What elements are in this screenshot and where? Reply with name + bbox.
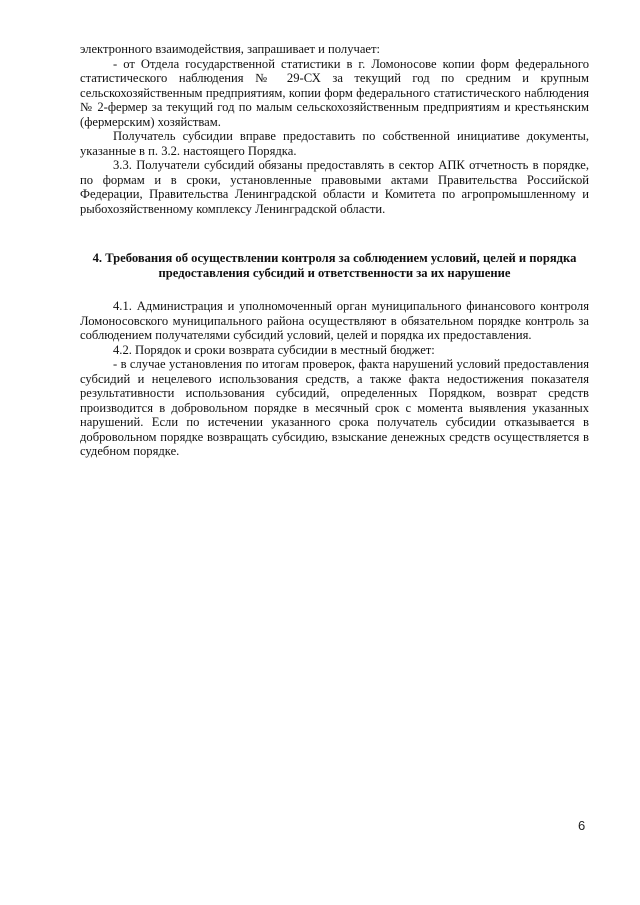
paragraph-4-1: 4.1. Администрация и уполномоченный орган муниципального финансового контроля Ломоносовского муниципального района осуществляют в обязательном порядке контроль за соблюдением получателями субсидий условий, целей и порядка их предоставления. <box>80 299 589 342</box>
section-heading-4: 4. Требования об осуществлении контроля за соблюдением условий, целей и порядка предоставления субсидий и ответственности за их нарушение <box>92 251 577 280</box>
paragraph-4-2: 4.2. Порядок и сроки возврата субсидии в местный бюджет: <box>113 342 435 357</box>
paragraph-3-3: 3.3. Получатели субсидий обязаны предоставлять в сектор АПК отчетность в порядке, по формам и в сроки, установленные правовыми актами Правительства Российской Федерации, Правительства Ленинградской области и Комитета по агропромышленному и рыбохозяйственному комплексу Ленинградской области. <box>80 158 589 216</box>
paragraph-statistics-request: - от Отдела государственной статистики в г. Ломоносове копии форм федерального статистического наблюдения № 29-СХ за текущий год по средним и крупным сельскохозяйственным предприятиям, копии форм федерального статистического наблюдения № 2-фермер за текущий год по малым сельскохозяйственным предприятиям и крестьянским (фермерским) хозяйствам. <box>80 56 589 129</box>
page-body <box>80 42 589 459</box>
page-number: 6 <box>578 818 586 833</box>
paragraph-optional-documents: Получатель субсидии вправе предоставить по собственной инициативе документы, указанные в п. 3.2. настоящего Порядка. <box>80 129 589 158</box>
paragraph-continuation: электронного взаимодействия, запрашивает и получает: <box>80 42 381 56</box>
paragraph-refund-conditions: - в случае установления по итогам проверок, факта нарушений условий предоставления субсидий и нецелевого использования средств, а также факта недостижения показателя результативности использования субсидий, определенных Порядком, возврат средств производится в добровольном порядке в месячный срок с момента выявления указанных нарушений. Если по истечении указанного срока получатель субсидии отказывается в добровольном порядке возвращать субсидию, взыскание денежных средств осуществляется в судебном порядке. <box>80 357 589 458</box>
